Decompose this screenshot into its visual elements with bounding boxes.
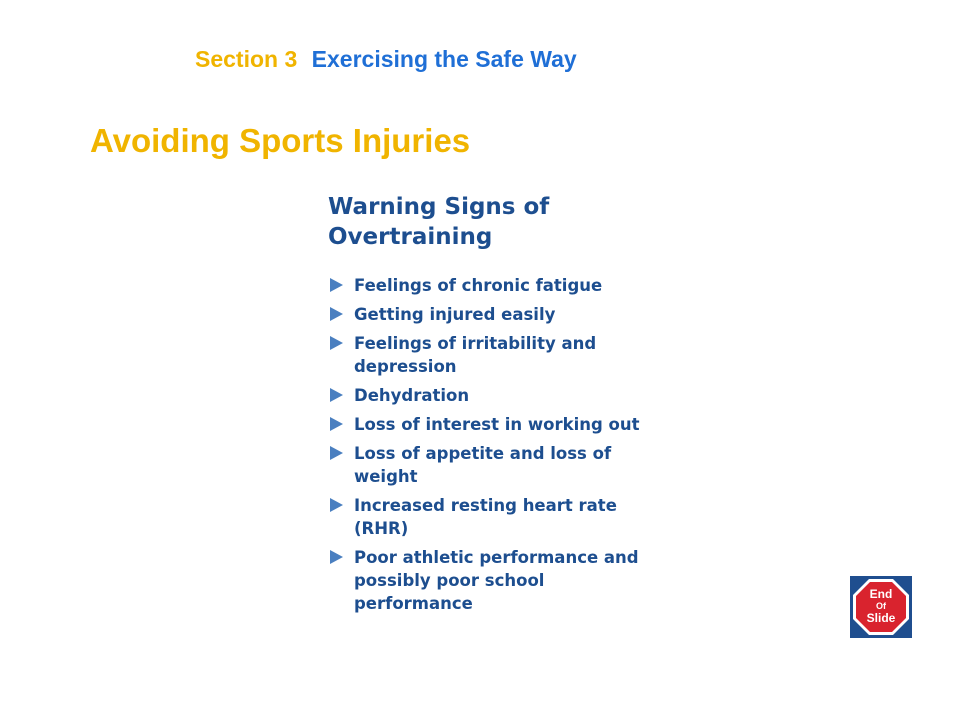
list-item <box>328 546 658 615</box>
warning-signs-heading <box>328 192 658 252</box>
triangle-bullet-icon <box>330 307 343 321</box>
end-sign-line-2: Of <box>876 601 886 611</box>
list-item <box>328 384 658 407</box>
list-item-label: Getting injured easily <box>354 305 556 324</box>
list-item-label: Poor athletic performance and possibly poor school performance <box>354 548 639 613</box>
list-item-label: Dehydration <box>354 386 470 405</box>
list-item-label: Feelings of irritability and depression <box>354 334 597 376</box>
triangle-bullet-icon <box>330 336 343 350</box>
list-item <box>328 442 658 488</box>
list-item <box>328 274 658 297</box>
list-item-label: Increased resting heart rate (RHR) <box>354 496 617 538</box>
list-item-label: Feelings of chronic fatigue <box>354 276 603 295</box>
list-item <box>328 303 658 326</box>
triangle-bullet-icon <box>330 388 343 402</box>
end-of-slide-button[interactable] <box>850 576 912 638</box>
triangle-bullet-icon <box>330 550 343 564</box>
list-item <box>328 494 658 540</box>
list-item <box>328 332 658 378</box>
section-title: Exercising the Safe Way <box>311 46 577 72</box>
end-sign-line-3: Slide <box>866 611 896 625</box>
triangle-bullet-icon <box>330 278 343 292</box>
warning-signs-box <box>328 192 658 621</box>
triangle-bullet-icon <box>330 498 343 512</box>
heading-line-1: Warning Signs of <box>328 194 550 220</box>
section-header <box>195 46 577 73</box>
list-item-label: Loss of appetite and loss of weight <box>354 444 612 486</box>
stop-sign-icon <box>850 576 912 638</box>
list-item <box>328 413 658 436</box>
triangle-bullet-icon <box>330 446 343 460</box>
triangle-bullet-icon <box>330 417 343 431</box>
list-item-label: Loss of interest in working out <box>354 415 640 434</box>
heading-line-2: Overtraining <box>328 224 493 250</box>
end-sign-line-1: End <box>869 587 893 601</box>
section-number: Section 3 <box>195 46 298 72</box>
slide-title: Avoiding Sports Injuries <box>90 122 471 159</box>
warning-signs-list <box>328 274 658 615</box>
